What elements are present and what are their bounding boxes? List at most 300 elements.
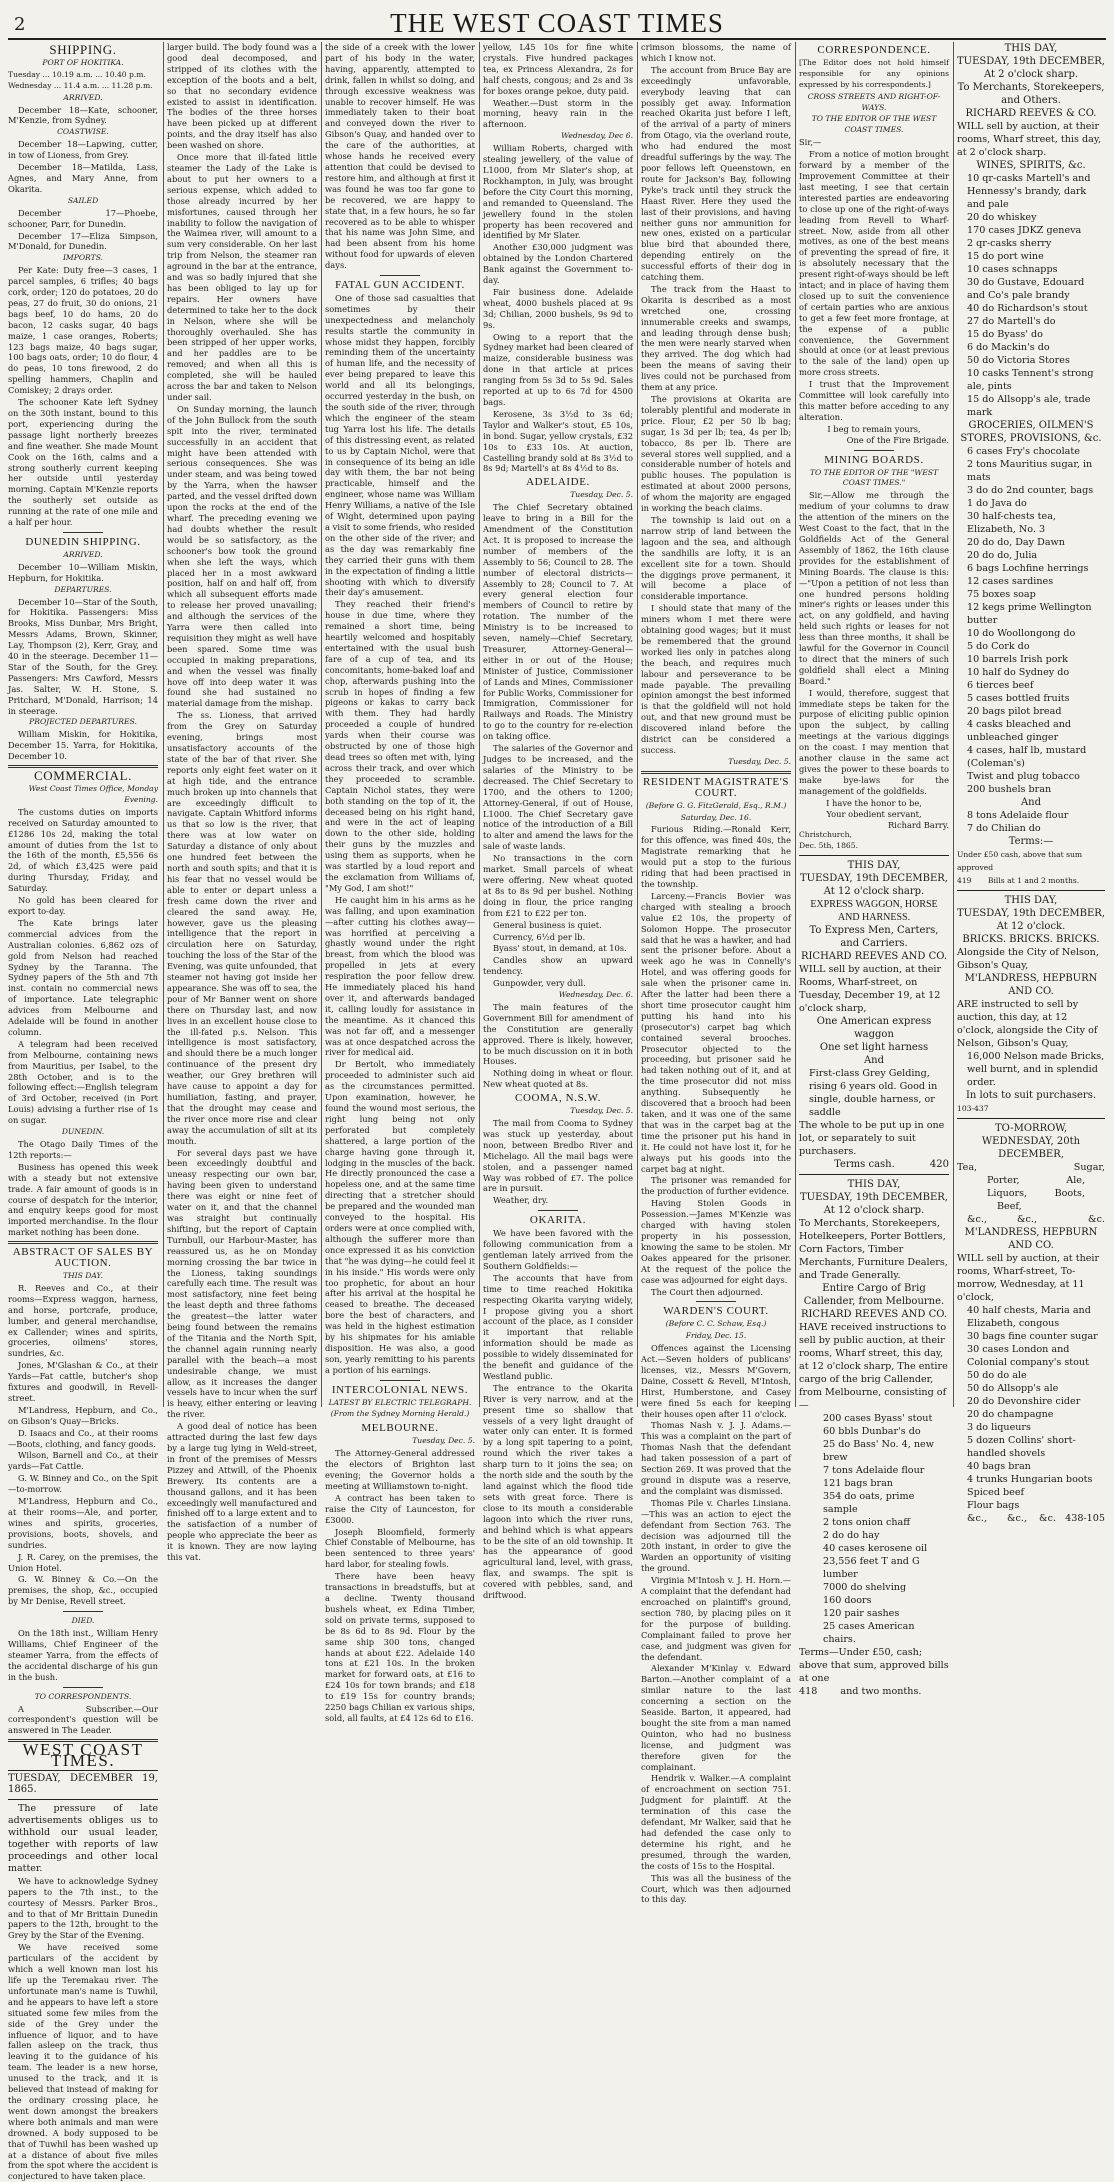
- article-paragraph: Owing to a report that the Sydney market had been cleared of maize, considerable business was done in that article at prices ranging from 5s 3d to 5s 9d. Sales reported at up to 6s 7d for 4500 bags.: [483, 331, 633, 407]
- court-date: Saturday, Dec. 16.: [680, 812, 752, 822]
- letter-address: TO THE EDITOR OF THE "WEST COAST TIMES.": [809, 467, 939, 488]
- commercial-paragraph: The Kate brings later commercial advices from the Australian colonies. 6,862 ozs of gold from Nelson had reached Sydney by the Taranna. The Sydney papers of the 5th and 7th inst. contain no commercial news of importance. Late telegraphic advices from Melbourne and Adelaide will be found in another column.: [8, 917, 158, 1037]
- ad-body: WILL sell by auction, at their rooms, Wharf street, this day, at 2 o'clock sharp.: [957, 121, 1102, 158]
- rule: [957, 890, 1105, 891]
- ad-item: 3 do liqueurs: [967, 1422, 1031, 1433]
- letter-date: Dec. 5th, 1865.: [799, 841, 859, 851]
- schooner-paragraph: The schooner Kate left Sydney on the 30th instant, bound to this port, experiencing during the passage light northerly breezes and fine weather. She made Mount Cook on the 16th, calms and a strong southerly current keeping her outside until yesterday morning. Captain M'Kenzie reports the southerly set outside as running at the rate of one mile and a half per hour.: [8, 397, 158, 528]
- court-paragraph: Having Stolen Goods in Possession.—James M'Kenzie was charged with having stolen property in his possession, knowing the same to be stolen. Mr Oakes appeared for the prisoner. At the request of the police the case was adjourned for eight days.: [641, 1198, 791, 1285]
- ad-item: 30 do Gustave, Edouard and Co's pale brandy: [967, 277, 1085, 301]
- ad-firm: RICHARD REEVES AND CO.: [800, 1309, 948, 1321]
- ad-item: 6 bags Lochfine herrings: [967, 563, 1089, 574]
- commercial-heading: COMMERCIAL.: [34, 768, 132, 784]
- ad-item: 12 cases sardines: [967, 576, 1054, 587]
- ad-day: THIS DAY,: [1004, 895, 1058, 906]
- article-paragraph: The entrance to the Okarita River is very narrow, and at the present time so shallow that vessels of a very light draught of water only can enter. It is formed by a long spit tapering to a point, round which the river takes a sharp turn to it joins the sea; on the north side and the south by the land against which the flood tide sets with great force. There is close to its mouth a considerable lagoon into which the river runs, and behind which is what appears to be the site of an old township. It has the appearance of good agricultural land, level, with grass, flax, and swamps. The spit is covered with pebbles, sand, and driftwood.: [483, 1382, 633, 1601]
- ad-time: At 12 o'clock sharp.: [823, 1205, 925, 1217]
- court-paragraph: Alexander M'Kinlay v. Edward Barton.—Another complaint of a similar nature to the last concerning a section on the Seaside. Barton, it appeared, had bought the site from a man named Quinton, who had no business license, and judgment was therefore given for the complainant.: [641, 1663, 791, 1772]
- ad-item: 6 do Mackin's do: [967, 342, 1050, 353]
- rule: [8, 1799, 158, 1800]
- ad-item: 2 tons Mauritius sugar, in mats: [967, 459, 1093, 483]
- columns: [8, 42, 1108, 2182]
- ad-goods-row: [957, 1213, 1105, 1226]
- ad-goods: &c.,: [1007, 1513, 1028, 1524]
- ad-lots: In lots to suit purchasers.: [965, 1090, 1097, 1101]
- ad-item: 200 bushels bran: [967, 784, 1052, 795]
- ad-goods: &c.,: [967, 1513, 988, 1524]
- ad-item: 50 do Allsopp's ale: [967, 1383, 1059, 1394]
- ad-item: 27 do Martell's do: [967, 316, 1056, 327]
- ad-terms: Under £50 cash, above that sum approved: [957, 850, 1083, 872]
- commercial-paragraph: The Otago Daily Times of the 12th reports:—: [8, 1139, 158, 1160]
- masthead-rule: [8, 38, 1106, 40]
- ad-terms-row: [957, 874, 1105, 887]
- ad-item: 40 half chests, Maria and Elizabeth, congous: [967, 1305, 1091, 1329]
- letter-signature: One of the Fire Brigade.: [846, 434, 949, 445]
- court-paragraph: Thomas Pile v. Charles Linsiana.—This was an action to eject the defendant from Section 763. The decision was adjourned till the 20th instant, in order to give the Warden an opportunity of visiting the ground.: [641, 1497, 791, 1574]
- column-6: [799, 42, 949, 1698]
- tide-row: Wednesday ... 11.4 a.m. ... 11.28 p.m.: [8, 80, 153, 90]
- ad-item: 30 cases London and Colonial company's stout: [967, 1344, 1089, 1368]
- ad-goods-row: [957, 1161, 1105, 1174]
- ad-item: 170 cases JDKZ geneva: [967, 225, 1082, 236]
- article-paragraph: Weather.—Dust storm in the morning, heavy rain in the afternoon.: [483, 97, 633, 130]
- ad-item: 15 do Allsopp's ale, trade mark: [967, 394, 1091, 418]
- court-paragraph: Furious Riding.—Ronald Kerr, for this offence, was fined 40s, the Magistrate remarking that he would put a stop to the furious riding that had been practised in the township.: [641, 824, 791, 889]
- rule: [799, 1174, 949, 1175]
- letter-signature: Richard Barry.: [888, 819, 949, 830]
- ad-terms-text: Terms cash.: [834, 1159, 895, 1171]
- commercial-dateline: West Coast Times Office, Monday Evening.: [28, 784, 158, 804]
- article-paragraph: The Chief Secretary obtained leave to bring in a Bill for the Amendment of the Constitution Act. It is proposed to increase the number of members of the Assembly to 56; Council to 28. The number of electoral districts—Assembly to 28; Council to 7. At every general election four members of Council to retire by rotation. The number of the Ministry is to be increased to seven, namely—Chief Secretary, Treasurer, Attorney-General—either in or out of the House; Minister of Justice, Commissioner of Lands and Mines, Commissioner for Public Works, Commissioner for Immigration, Commissioner for Railways and Roads. The Ministry to go to the country for re-election on taking office.: [483, 502, 633, 742]
- ad-item: 20 do whiskey: [967, 212, 1037, 223]
- divider: [63, 1687, 103, 1688]
- ad-goods: &c.,: [967, 1214, 988, 1225]
- letter-place: Christchurch,: [799, 830, 852, 840]
- article-paragraph: On Sunday morning, the launch of the John Bullock from the south spit into the river, terminated successfully in an accident that might have been attended with serious consequences. She was under steam, and was being towed by the Yarra, when the hawser parted, and the vessel drifted down upon the rocks at the end of the wharf. The preceding evening we had doubts whether the result would be so satisfactory, as the schooner's bow took the ground when she left the ways, which placed her in a most awkward position, half on and half off, from which all subsequent efforts made to release her proved unavailing; and although the services of the Yarra were then called into requisition they might as well have been spared. Some time was occupied in making preparations, and when the vessel was finally hove off into deep water it was found she had sustained no material damage from the mishap.: [167, 403, 317, 709]
- article-paragraph: No transactions in the corn market. Small parcels of wheat were offering. New wheat quoted at 8s to 8s 9d per bushel. Nothing doing in flour, the price ranging from £21 to £22 per ton.: [483, 853, 633, 918]
- article-paragraph: Once more that ill-fated little steamer the Lady of the Lake is about to put her owners to a serious expense, which added to those already incurred by her misfortunes, caused through her inability to follow the navigation of the Waimea river, will amount to a sum very considerable. On her last trip from Nelson, the steamer ran aground in the bar at the entrance, and was so badly injured that she has been obliged to lay up for repairs. Her owners have determined to take her to the dock in Nelson, where she will be thoroughly overhauled. She has been stripped of her upper works, and her paddles are to be removed; and when all this is completed, she will be hauled across the bar and taken to Nelson under sail.: [167, 152, 317, 402]
- ad-item: 5 cases bottled fruits: [967, 693, 1070, 704]
- arrived-heading: ARRIVED.: [63, 92, 103, 102]
- cooma-heading: COOMA, N.S.W.: [515, 1092, 601, 1105]
- commercial-paragraph: Business has opened this week with a steady but not extensive trade. A fair amount of goods is in course of despatch for the interior, and enquiry keeps good for most imported merchandise. In the flour market nothing has been done.: [8, 1161, 158, 1238]
- ad-time: At 2 o'clock sharp.: [983, 69, 1079, 80]
- projected-heading: PROJECTED DEPARTURES.: [29, 717, 137, 727]
- ad-firm: RICHARD REEVES AND CO.: [800, 951, 948, 963]
- court-paragraph: Larceny.—Francis Bovier was charged with stealing a brooch value £2 10s, the property of Solomon Hoppe. The prosecutor said that he was a hawker, and had sent the prisoner before. About a week ago he was in Connelly's Hotel, and was offering goods for sale when the prisoner came in. After the latter had been there a short time prosecutor caught him putting his hand into his (prosecutor's) carpet bag which contained several brooches. Prosecutor objected to the proceeding, but prisoner said he had taken nothing out of it, and at the time prosecutor did not miss anything. Subsequently he discovered that a brooch had been taken, and it was one of the same that was in the carpet bag at the time the prisoner put his hand in it. He could not have lost it, for he always put his goods into the carpet bag at night.: [641, 890, 791, 1174]
- arrived-heading: ARRIVED.: [63, 549, 103, 559]
- court-date: Friday, Dec. 15.: [685, 1331, 747, 1341]
- ad-section-heading: WINES, SPIRITS, &c.: [976, 160, 1086, 171]
- article-paragraph: The township is laid out on a narrow strip of land between the lagoon and the sea, and although the sandhills are lofty, it is an excellent site for a town. Should the diggings prove permanent, it will become a place of considerable importance.: [641, 514, 791, 602]
- article-paragraph: Weather, dry.: [493, 1195, 549, 1206]
- page-number: 2: [14, 14, 26, 35]
- telegraph-subheading: LATEST BY ELECTRIC TELEGRAPH.: [328, 1397, 472, 1407]
- article-paragraph: Fair business done. Adelaide wheat, 4000 bushels placed at 9s 3d; Chilian, 2000 bushels, 9s 9d to 9s.: [483, 286, 633, 330]
- letter-paragraph: I trust that the Improvement Committee will look carefully into this matter before acceding to any alteration.: [799, 379, 949, 422]
- court-paragraph: Thomas Nash v. J. J. Adams.—This was a complaint on the part of Thomas Nash that the defendant had taken possession of a part of Section 269. It was proved that the ground in dispute was a reserve, and the complaint was dismissed.: [641, 1420, 791, 1496]
- letter-signoff: I beg to remain yours,: [827, 423, 921, 434]
- ad-item: Flour bags: [967, 1500, 1020, 1511]
- salutation: Sir,—: [799, 137, 822, 148]
- ad-item: 30 bags fine counter sugar: [967, 1331, 1098, 1342]
- letter-address: TO THE EDITOR OF THE WEST COAST TIMES.: [811, 114, 937, 135]
- article-paragraph: Nothing doing in wheat or flour. New wheat quoted at 8s.: [483, 1068, 633, 1090]
- article-paragraph: The main features of the Government Bill for amendment of the Constitution are generally approved. There is likely, however, to be much discussion on it in both Houses.: [483, 1001, 633, 1067]
- ad-date: TUESDAY, 19th DECEMBER,: [957, 908, 1105, 919]
- divider: [380, 1380, 420, 1381]
- melbourne-heading: MELBOURNE.: [361, 1422, 439, 1435]
- letter-signoff: I have the honor to be,: [826, 797, 922, 808]
- ad-firm: RICHARD REEVES & CO.: [965, 108, 1097, 119]
- commercial-paragraph: The customs duties on imports received on Saturday amounted to £1286 10s 2d, making the total amount of duties from the 1st to the 16th of the month, £5,556 6s 2d, of which £3,425 were paid during Thursday, Friday, and Saturday.: [8, 806, 158, 894]
- article-paragraph: Currency, 6½d per lb.: [493, 931, 586, 942]
- article-paragraph: Byass' stout, in demand, at 10s.: [493, 943, 627, 954]
- ad-goods: Liquors,: [987, 1188, 1028, 1199]
- letter-paragraph: From a notice of motion brought forward by a member of the Improvement Committee at their last meeting, I see that certain interested parties are endeavoring to close up one of the right-of-ways leading from Revell to Wharf-street. Now, aside from all other motives, as one of the best means of preventing the spread of fire, it is absolutely necessary that the present right-of-ways should be left intact; and in place of having them closed up to suit the convenience of certain parties who are anxious to get a few feet more frontage, at the expense of a public convenience, the Government should at once (or at least previous to the sale of the land) open up more cross streets.: [799, 149, 949, 378]
- ad-goods: Boots,: [1054, 1188, 1085, 1199]
- ad-goods: Ale,: [1066, 1175, 1085, 1186]
- ad-goods: Tea,: [957, 1162, 978, 1173]
- ad-item: 121 bags bran: [823, 1478, 893, 1490]
- ad-number: 418: [799, 1686, 818, 1698]
- ad-item: 25 do Bass' No. 4, new brew: [823, 1439, 934, 1464]
- article-paragraph: crimson blossoms, the name of which I know not.: [641, 42, 791, 63]
- article-paragraph: Another £30,000 judgment was obtained by the London Chartered Bank against the Government to-day.: [483, 242, 633, 286]
- ad-item: And: [863, 1055, 885, 1067]
- article-paragraph: There have been heavy transactions in breadstuffs, but at a decline. Twenty thousand bushels wheat, ex Edina Timber, sold on private terms, supposed to be 8s 6d to 8s 9d. Flour by the same ship 300 tons, changed hands at about £22. Adelaide 140 tons at £21 10s. In the broken market for forward oats, at £16 to £24 10s for town brands; and £18 to £19 15s for country brands; 2250 bags Chilian ex various ships, sold, all faults, at £4 12s 6d to £16.: [325, 1571, 475, 1723]
- double-rule: [8, 1241, 158, 1244]
- ad-day: TO-MORROW,: [994, 1123, 1068, 1134]
- ad-item: 10 qr-casks Martell's and Hennessy's brandy, dark and pale: [967, 173, 1091, 210]
- leader-heading: WEST COAST TIMES.: [22, 1740, 144, 1771]
- ad-item: 5 do Cork do: [967, 641, 1030, 652]
- ad-item: 160 doors: [823, 1595, 872, 1607]
- dateline: Tuesday, Dec. 5.: [570, 1106, 633, 1116]
- ad-item: 20 do champagne: [967, 1409, 1054, 1420]
- ad-item: 10 cases schnapps: [967, 264, 1058, 275]
- masthead-title: THE WEST COAST TIMES: [390, 8, 724, 38]
- ad-item: One American express waggon: [816, 1016, 932, 1041]
- ad-item: 40 do Richardson's stout: [967, 303, 1088, 314]
- court-paragraph: Offences against the Licensing Act.—Seven holders of publicans' licenses, viz., Messrs M'Govern, Daine, Cossett & Revell, M'Intosh, Hirst, Humberstone, and Casey were fined 5s each for keeping their houses open after 11 o'clock.: [641, 1343, 791, 1419]
- ad-title: Entire Cargo of Brig Callender, from Melbourne.: [803, 1283, 945, 1308]
- article-paragraph: We have been favored with the following communication from a gentleman lately arrived from the Southern Goldfields:—: [483, 1228, 633, 1271]
- coastwise-text: December 18—Lapwing, cutter, in tow of Lioness, from Grey.: [8, 139, 158, 161]
- ad-item: 23,556 feet T and G lumber: [823, 1556, 920, 1581]
- article-paragraph: Candles show an upward tendency.: [483, 955, 633, 977]
- ad-item: 10 barrels Irish pork: [967, 654, 1068, 665]
- dunedin-shipping-heading: DUNEDIN SHIPPING.: [25, 535, 141, 548]
- ad-item: 60 bbls Dunbar's do: [823, 1426, 921, 1438]
- ad-item: 7 tons Adelaide flour: [823, 1465, 925, 1477]
- ad-item: 75 boxes soap: [967, 589, 1036, 600]
- article-paragraph: Kerosene, 3s 3½d to 3s 6d; Taylor and Walker's stout, £5 10s, in bond. Sugar, yellow crystals, £32 10s to £33 10s. At auction, Castelling brandy sold at 8s 3½d to 8s 9d; Martell's at 8s 4½d to 8s.: [483, 408, 633, 474]
- ad-item: 20 do Devonshire cider: [967, 1396, 1081, 1407]
- commercial-paragraph: A telegram had been received from Melbourne, containing news from Mauritius, per Isabel, to the 28th October, and is to the following effect:—English telegram of 3rd October, received (in Port Louis) advising a further rise of 1s on sugar.: [8, 1038, 158, 1126]
- commercial-paragraph: No gold has been cleared for export to-day.: [8, 895, 158, 916]
- column-1: [8, 42, 158, 2182]
- ad-day: THIS DAY,: [1004, 43, 1058, 54]
- letter-signoff: Your obedient servant,: [826, 808, 922, 819]
- dateline: Wednesday, Dec. 6.: [558, 990, 633, 1000]
- ad-item: 20 bags pilot bread: [967, 706, 1062, 717]
- ad-item: 3 do do 2nd counter, bags: [967, 485, 1094, 496]
- article-paragraph: One of those sad casualties that sometimes by their unexpectedness and melancholy results startle the community in whose midst they happen, forcibly reminding them of the uncertainty of human life, and the necessity of ever being prepared to leave this world and all its belongings, occurred yesterday in the bush, on the south side of the river, through which the engineer of the steam tug Yarra lost his life. The details of this distressing event, as related to us by Captain Nichol, were that in consequence of its being an idle day with them, the bar not being practicable, himself and the engineer, whose name was William Henry Williams, a native of the Isle of Wight, determined upon paying a visit to some friends, who resided on the other side of the river; and as the day was remarkably fine they carried their guns with them in the expectation of finding a little shooting with which to diversify their day's amusement.: [325, 292, 475, 598]
- dunedin-departures-text: December 10—Star of the South, for Hokitika. Passengers: Miss Brooks, Miss Dunbar, Mrs Bright, Messrs Adams, Brown, Skinner, Lay, Thompson (2), Kerr, Gray, and 40 in the steerage. December 11—Star of the South, for the Grey. Passengers: Mrs Cawford, Messrs Jas. Salter, W. H. Stone, S. Pritchard, M'Donald, Harrison; 14 in steerage.: [8, 596, 158, 716]
- ad-item: 6 tierces beef: [967, 680, 1034, 691]
- article-paragraph: The accounts that have from time to time reached Hokitika respecting Okarita varying widely, I propose giving you a short account of the place, as I consider it important that reliable information should be made as possible to widely disseminated for the benefit and guidance of the Westland public.: [483, 1272, 633, 1381]
- ad-number: 419: [957, 876, 972, 885]
- projected-text: William Miskin, for Hokitika, December 15. Yarra, for Hokitika, December 10.: [8, 729, 158, 762]
- article-paragraph: The account from Bruce Bay are exceedingly unfavorable, everybody leaving that can possibly get away. Information reached Okarita just before I left, of the arrival of a party of miners from Otago, via the overland route, who had endured the most dreadful sufferings by the way. The poor fellows left Queenstown, en route for Jackson's Bay, following Pyke's track until they struck the Haast River. Here they used the last of their provisions, and having neither guns nor ammunition for new ones, existed on a particular blue bird that abounded there, depending entirely on the successful efforts of their dog in catching them.: [641, 64, 791, 283]
- court-subheading: (Before C. C. Schaw, Esq.): [665, 1319, 767, 1329]
- ad-item: 12 kegs prime Wellington butter: [967, 602, 1092, 626]
- article-paragraph: General business is quiet.: [493, 919, 602, 930]
- ad-terms: Terms—Under £50, cash; above that sum, approved bills at one: [799, 1647, 949, 1685]
- ad-body: The whole to be put up in one lot, or separately to suit purchasers.: [799, 1120, 945, 1158]
- ad-item: 20 do do, Julia: [967, 550, 1038, 561]
- abstract-item: G. W. Binney & Co.—On the premises, the shop, &c., occupied by Mr Denise, Revell street.: [8, 1574, 158, 1607]
- advertisement: [799, 859, 949, 1698]
- abstract-item: R. Reeves and Co., at their rooms—Express waggon, harness, and horse, portcrafe, produce, lumber, and general merchandise, ex Callender; wines and spirits, groceries, oilmens' stores, sundries, &c.: [8, 1282, 158, 1359]
- article-paragraph: The track from the Haast to Okarita is described as a most wretched one, crossing innumerable creeks and swamps, and leading through dense bush; the men were nearly starved when they arrived. The dog which had been the means of saving their lives could not be purchased from them at any price.: [641, 283, 791, 393]
- imports-heading: IMPORTS.: [62, 253, 104, 263]
- ad-item: 2 do do hay: [823, 1530, 880, 1542]
- ad-item: 1 do Java do: [967, 498, 1027, 509]
- letter-paragraph: I would, therefore, suggest that immediate steps be taken for the purpose of eliciting public opinion upon the subject, by calling meetings at the various diggings on the coast. I may mention that another clause in the same act gives the power to these boards to make bye-laws for the management of the goldfields.: [799, 687, 949, 796]
- died-text: On the 18th inst., William Henry Williams, Chief Engineer of the steamer Yarra, from the effects of the accidental discharge of his gun in the bush.: [8, 1628, 158, 1682]
- shipping-heading: SHIPPING.: [49, 42, 117, 57]
- correspondents-heading: TO CORRESPONDENTS.: [34, 1691, 132, 1701]
- ad-item: 120 pair sashes: [823, 1608, 900, 1620]
- article-paragraph: the side of a creek with the lower part of his body in the water, having, apparently, attempted to drink, fallen in whilst so doing, and through excessive weakness was unable to recover himself. He was immediately taken to their boat and conveyed down the river to Gibson's Quay, and handed over to the care of the authorities, at whose hands he received every attention that could be devised to restore him, and although at first it was found he was too far gone to be recovered, we are happy to state that, in a few hours, he so far recovered as to be able to whisper that his name was John Sime, and had been absent from his home without food for upwards of eleven days.: [325, 42, 475, 271]
- ad-terms: Bills at 1 and 2 months.: [987, 876, 1080, 885]
- ad-terms-heading: Terms:—: [1008, 836, 1054, 847]
- ad-item: 4 trunks Hungarian boots: [967, 1474, 1093, 1485]
- column-5: [641, 42, 791, 1905]
- ad-item: 50 do do ale: [967, 1370, 1027, 1381]
- rule: [799, 855, 949, 856]
- divider: [854, 450, 894, 451]
- adelaide-heading: ADELAIDE.: [526, 476, 590, 489]
- ad-goods-row: [957, 1512, 1105, 1525]
- ad-day: THIS DAY,: [847, 860, 901, 872]
- ad-firm: M'LANDRESS, HEPBURN AND CO.: [964, 1227, 1098, 1251]
- ad-day: THIS DAY,: [847, 1179, 901, 1191]
- ad-goods-row: [957, 1174, 1105, 1187]
- ad-goods: Beef,: [997, 1201, 1022, 1212]
- letter-paragraph: Sir,—Allow me through the medium of your columns to draw the attention of the miners on the West Coast to the fact, that in the Goldfields Act of the General Assembly of 1862, the 16th clause provides for the establishment of Mining Boards. The clause is this:—"Upon a petition of not less than one hundred persons holding miner's rights or leases under this act, on any goldfield, and having held such rights or leases for not less than three months, it shall be lawful for the Governor in Council to direct that the miners of such goldfield shall elect a Mining Board.": [799, 490, 949, 686]
- ad-location: Alongside the City of Nelson, Gibson's Quay,: [957, 947, 1099, 971]
- sailed-text: December 17—Eliza Simpson, M'Donald, for Dunedin.: [8, 230, 158, 252]
- ad-item: 10 half do Sydney do: [967, 667, 1070, 678]
- ad-title: BRICKS. BRICKS. BRICKS.: [962, 934, 1100, 945]
- ad-body: HAVE received instructions to sell by public auction, at their rooms, Wharf street, this day, at 12 o'clock sharp, The entire cargo of the brig Callender, from Melbourne, consisting of—: [799, 1322, 948, 1412]
- article-paragraph: A good deal of notice has been attracted during the last few days by a large tug lying in Weld-street, in front of the premises of Messrs Pizzey and Attwill, of the Phoenix Brewery. Its contents are a thousand gallons, and it has been exceedingly well manufactured and finished off to a large extent and to the satisfaction of a number of people who appreciate the beer as it is known. They are now laying this vat.: [167, 1421, 317, 1563]
- article-paragraph: A contract has been taken to raise the City of Launceston, for £3000.: [325, 1492, 475, 1525]
- abstract-item: D. Isaacs and Co., at their rooms—Boots, clothing, and fancy goods.: [8, 1427, 158, 1449]
- ad-audience: To Express Men, Carters, and Carriers.: [809, 925, 939, 950]
- port-heading: PORT OF HOKITIKA.: [42, 57, 124, 67]
- article-paragraph: larger build. The body found was a good deal decomposed, and stripped of its clothes with the exception of the boots and a belt, so that no secondary evidence existed to assist in identification. The bodies of the three horses have been picked up at different points, and the dray itself has also been washed on shore.: [167, 42, 317, 151]
- ad-item: One set light harness: [819, 1042, 929, 1054]
- ad-item: 30 half-chests tea, Elizabeth, No. 3: [967, 511, 1056, 535]
- ad-body: WILL sell by auction, at their Rooms, Wharf-street, on Tuesday, December 19, at 12 o'clock sharp,: [799, 964, 942, 1015]
- editor-note: [The Editor does not hold himself responsible for any opinions expressed by his correspondents.]: [799, 57, 949, 89]
- divider: [63, 532, 103, 533]
- court-paragraph: Virginia M'Intosh v. J. H. Horn.—A complaint that the defendant had encroached on plaintiff's ground, section 780, by placing piles on it for the purpose of building. Complainant failed to prove her case, and judgment was given for the defendant.: [641, 1575, 791, 1662]
- ad-number: 103-437: [957, 1104, 989, 1113]
- arrived-text: December 18—Kate, schooner, M'Kenzie, from Sydney.: [8, 104, 158, 126]
- divider: [538, 1210, 578, 1211]
- ad-item: 2 tons onion chaff: [823, 1517, 911, 1529]
- article-paragraph: The ss. Lioness, that arrived from the Grey on Saturday evening, brings most unsatisfactory accounts of the state of the bar of that river. She reports only eight feet water on it at high tide, and the entrance much broken up into channels that are exceedingly difficult to navigate. Captain Whitford informs us that so low is the river, that there was at low water on Saturday a distance of only about one hundred feet between the north and south spits; and that it is his fear that no vessel would be able to enter or depart unless a fresh came down the river and cleared the sand away. He, however, gave us the pleasing intelligence that the report in circulation here on Saturday, touching the loss of the Star of the Evening, was quite unfounded, that steamer not having got inside her appearance. She was off to sea, the pour of Mr Banner went on shore there on Thursday last, and now lives in an excellent house close to the ill-fated p.s. Nelson. This intelligence is most satisfactory, and should there be a much longer continuance of the present dry weather, our Grey brethren will have cause to appoint a day for humiliation, fasting, and prayer, that the drought may cease and the river once more rise and clear away the accumulation of silt at its mouth.: [167, 710, 317, 1146]
- ad-item: 2 qr-casks sherry: [967, 238, 1052, 249]
- article-paragraph: They reached their friend's house in due time, where they remained a short time, being heartily welcomed and hospitably entertained with the usual bush fare of a cup of tea, and its concomitants, home-baked loaf and chop, afterwards pushing into the scrub in hopes of finding a few pigeons or kakas to carry back with them. They had hardly proceeded a couple of hundred yards when their course was obstructed by one of those high dead trees so often met with, lying across their track, and over which they proceeded to scramble. Captain Nichol states, they were both standing on the top of it, the deceased being on his right hand, and were in the act of leaping down to the other side, holding their guns by the muzzles and using them as supports, when he was startled by a loud report and the exclamation from Williams of, "My God, I am shot!": [325, 599, 475, 893]
- ad-audience: To Merchants, Storekeepers, and Others.: [957, 82, 1105, 106]
- dateline: Tuesday, Dec. 5.: [412, 1436, 475, 1446]
- coastwise-heading: COASTWISE.: [57, 127, 109, 137]
- ad-title: EXPRESS WAGGON, HORSE AND HARNESS.: [810, 899, 938, 924]
- abstract-item: G. W. Binney and Co., on the Spit—to-morrow.: [8, 1473, 158, 1495]
- ad-date: TUESDAY, 19th DECEMBER,: [800, 1192, 948, 1204]
- okarita-heading: OKARITA.: [529, 1214, 587, 1227]
- tide-row: Tuesday ... 10.19 a.m. ... 10.40 p.m.: [8, 69, 146, 79]
- dateline: Wednesday, Dec 6.: [561, 131, 633, 141]
- fatal-gun-heading: FATAL GUN ACCIDENT.: [335, 279, 465, 292]
- died-heading: DIED.: [71, 1616, 95, 1626]
- article-paragraph: The Attorney-General addressed the electors of Brighton last evening; the Governor holds a meeting at Williamstown to-night.: [325, 1448, 475, 1491]
- ad-goods-row: [957, 1200, 1105, 1213]
- resident-magistrate-heading: RESIDENT MAGISTRATE'S COURT.: [642, 775, 790, 799]
- article-paragraph: He caught him in his arms as he was falling, and upon examination—after cutting his clothes away—was horrified at perceiving a ghastly wound under the right breast, from which the blood was propelled in jets at every respiration the poor fellow drew. He immediately placed his hand over it, and afterwards bandaged it, calling loudly for assistance in the meantime. As it chanced this was not far off, and a messenger was at once despatched across the river for medical aid.: [325, 894, 475, 1058]
- ad-terms: and two months.: [840, 1686, 922, 1698]
- ad-goods: &c.,: [1017, 1214, 1038, 1225]
- leader-date: TUESDAY, DECEMBER 19, 1865.: [8, 1773, 158, 1795]
- column-3: [325, 42, 475, 1723]
- coastwise-text: December 18—Matilda, Lass, Agnes, and Mary Anne, from Okarita.: [8, 162, 158, 194]
- article-paragraph: William Roberts, charged with stealing jewellery, of the value of L1000, from Mr Slater's shop, at Rockhampton, in July, was brought before the City Court this morning, and remanded to Queensland. The jewellery found in the stolen property has been recovered and identified by Mr Slater.: [483, 143, 633, 241]
- court-paragraph: Hendrik v. Walker.—A complaint of encroachment on section 751. Judgment for plaintiff. At the termination of this case the defendant, Mr Walker, said that he had defended the case only to determine his right, and he presumed, through the warden, the costs of 15s to the Hospital.: [641, 1773, 791, 1871]
- ad-audience: To Merchants, Storekeepers, Hotelkeepers, Porter Bottlers, Corn Factors, Timber Merchants, Furniture Dealers, and Trade Generally.: [799, 1218, 948, 1282]
- abstract-item: Jones, M'Glashan & Co., at their Yards—Fat cattle, butcher's shop fixtures and goodwill, in Revell-street.: [8, 1360, 158, 1403]
- departures-heading: DEPARTURES.: [54, 584, 112, 594]
- ad-terms: [799, 1158, 949, 1171]
- ad-goods: Porter,: [987, 1175, 1020, 1186]
- divider: [380, 275, 420, 276]
- article-paragraph: The salaries of the Governor and Judges to be increased, and the salaries of the Ministry to be decreased. The Chief Secretary to 1700, and the others to 1200; Attorney-General, if out of House, L1000. The Chief Secretary gave notice of the introduction of a Bill to alter and amend the laws for the sale of waste lands.: [483, 743, 633, 852]
- ad-item: 354 do oats, prime sample: [823, 1491, 915, 1516]
- ad-section-heading: GROCERIES, OILMEN'S STORES, PROVISIONS, &c.: [960, 420, 1102, 444]
- ad-item: 50 do Victoria Stores: [967, 355, 1070, 366]
- double-rule: [641, 771, 791, 774]
- source-line: (From the Sydney Morning Herald.): [330, 1409, 470, 1419]
- ad-item: 4 casks bleached and unbleached ginger: [967, 719, 1072, 743]
- letter-heading: CROSS STREETS AND RIGHT-OF-WAYS.: [807, 91, 941, 112]
- article-paragraph: yellow, L45 10s for fine white crystals. Five hundred packages tea, ex Princess Alexandra, 2s for half chests, congous; and 2s and 3s for boxes orange pekoe, duty paid.: [483, 42, 633, 96]
- column-4: [483, 42, 633, 1601]
- article-paragraph: For several days past we have been exceedingly doubtful and uneasy respecting our own bar, having been given to understand there was eight or nine feet of water on it, and that the channel was straight but continually shifting, but the report of Captain Turnbull, our Harbour-Master, has reassured us, as he on Monday morning crossing the bar twice in the Lioness, taking soundings carefully each time. The result was most satisfactory, nine feet being the least depth and three fathoms the greatest—the latter water being found between the remains of the Titania and the North Spit, the channel again running nearly parallel with the beach—a most undesirable change, we must allow, as it increases the danger vessels have to incur when the surf is heavy, either entering or leaving the river.: [167, 1147, 317, 1420]
- sailed-text: December 17—Phoebe, schooner, Parr, for Dunedin.: [8, 207, 158, 229]
- ad-item: First-class Grey Gelding, rising 6 years old. Good in single, double harness, or saddle: [809, 1068, 938, 1119]
- court-subheading: (Before G. G. FitzGerald, Esq., R.M.): [645, 800, 787, 810]
- ad-goods: &c.: [1088, 1214, 1105, 1225]
- imports-text: Per Kate: Duty free—3 cases, 1 parcel samples, 6 trifles; 40 bags cork, order; 120 do potatoes, 20 do peas, 27 do fruit, 30 do onions, 21 bags beef, 10 do hams, 20 do bacon, 12 casks sugar, 40 bags maize, 1 case oranges, Roberts; 123 bags maize, 40 bags sugar, 100 bags oats, order; 10 do flour, 4 do peas, 10 tons firewood, 2 do spelling hammers, Chaplin and Comiskey; 2 drays order.: [8, 265, 158, 396]
- article-paragraph: Gunpowder, very dull.: [493, 978, 586, 989]
- ad-item: 15 do Byass' do: [967, 329, 1043, 340]
- abstract-item: M'Landress, Hepburn, and Co., on Gibson's Quay—Bricks.: [8, 1404, 158, 1426]
- article-paragraph: The provisions at Okarita are tolerably plentiful and moderate in price. Flour, £2 per 50 lb bag; sugar, 1s 3d per lb; tea, 4s per lb; tobacco, 8s per lb. There are several stores well supplied, and a considerable number of hotels and public houses. The population is estimated at about 2000 persons, of whom the majority are engaged in working the beach claims.: [641, 394, 791, 514]
- ad-item: Spiced beef: [967, 1487, 1025, 1498]
- abstract-item: Wilson, Barnell and Co., at their yards—Fat Cattle.: [8, 1450, 158, 1472]
- ad-item: 10 do Woollongong do: [967, 628, 1076, 639]
- commercial-dunedin-heading: DUNEDIN.: [61, 1127, 105, 1137]
- article-paragraph: Dr Bertolt, who immediately proceeded to administer such aid as the circumstances permitted. Upon examination, however, he found the wound most serious, the right lung being not only perforated but completely shattered, a large portion of the charge having gone through it, lodging in the muscles of the back. He directly pronounced the case a hopeless one, and at the same time directing that a stretcher should be prepared and the wounded man conveyed to the hospital. His orders were at once complied with, although the sufferer more than once expressed it as his conviction that "he was dying—he could feel it in his inside." His words were only too prophetic, for about an hour after his arrival at the hospital he ceased to breathe. The deceased bore the best of characters, and was held in the highest estimation by his shipmates for his amiable disposition. He was also, a good son, yearly remitting to his parents a portion of his earnings.: [325, 1059, 475, 1375]
- ad-date: TUESDAY, 19th DECEMBER,: [957, 56, 1105, 67]
- dateline: Tuesday, Dec. 5.: [570, 490, 633, 500]
- correspondents-text: A Subscriber.—Our correspondent's question will be answered in The Leader.: [8, 1703, 158, 1736]
- rule: [8, 1770, 158, 1771]
- court-paragraph: This was all the business of the Court, which was then adjourned to this day.: [641, 1872, 791, 1905]
- ad-number: 438-105: [1065, 1513, 1105, 1524]
- ad-item: 6 cases Fry's chocolate: [967, 446, 1080, 457]
- ad-goods: &c.: [1039, 1513, 1056, 1524]
- leader-paragraph: We have received some particulars of the accident by which a well known man lost his life up the Teremakau river. The unfortunate man's name is Tuwhil, and he appears to have left a store situated some few miles from the side of the Grey under the influence of liquor, and to have fallen asleep on the track, thus leaving it to the guidance of his team. The leader is a new horse, unused to the track, and it is believed that instead of making for the ordinary crossing place, he went down amongst the breakers where both animals and man were drowned. A body supposed to be that of Tuwhil has been washed up at a distance of about five miles from the spot where the accident is conjectured to have taken place.: [8, 1942, 158, 2182]
- correspondence-heading: CORRESPONDENCE.: [817, 44, 931, 56]
- ad-terms-row: [799, 1685, 949, 1698]
- ad-item: 40 bags bran: [967, 1461, 1031, 1472]
- ad-item: 16,000 Nelson made Bricks, well burnt, and in splendid order.: [967, 1051, 1105, 1088]
- ad-item: 10 casks Tennent's strong ale, pints: [967, 368, 1094, 392]
- abstract-heading: ABSTRACT OF SALES BY AUCTION.: [12, 1246, 154, 1270]
- ad-date: TUESDAY, 19th DECEMBER,: [800, 873, 948, 885]
- ad-goods-row: [957, 1187, 1105, 1200]
- ad-firm: M'LANDRESS, HEPBURN AND CO.: [964, 973, 1098, 997]
- abstract-item: M'Landress, Hepburn and Co., at their rooms—Ale, and porter, wines and spirits, groceries, provisions, boots, shovels, and sundries.: [8, 1496, 158, 1550]
- ad-time: At 12 o'clock sharp.: [823, 886, 925, 898]
- ad-body: WILL sell by auction, at their rooms, Wharf-street, To-morrow, Wednesday, at 11 o'clock,: [957, 1253, 1100, 1303]
- ad-item: 4 cases, half lb, mustard (Coleman's): [967, 745, 1087, 769]
- dateline: Tuesday, Dec. 5.: [728, 756, 791, 766]
- leader-paragraph: The pressure of late advertisements obliges us to withhold our usual leader, together with reports of law proceedings and other local matter.: [8, 1802, 158, 1874]
- leader-paragraph: We have to acknowledge Sydney papers to the 7th inst., to the courtesy of Messrs. Parker Bros., and to that of Mr Brittain Dunedin papers to the 12th, brought to the Grey by the Star of the Evening.: [8, 1875, 158, 1941]
- ad-item: 5 dozen Collins' short-handled shovels: [967, 1435, 1076, 1459]
- ad-goods: Sugar,: [1073, 1162, 1105, 1173]
- ad-body: ARE instructed to sell by auction, this day, at 12 o'clock, alongside the City of Nelson, Gibson's Quay,: [957, 999, 1098, 1049]
- column-2: [167, 42, 317, 1563]
- abstract-item: J. R. Carey, on the premises, the Union Hotel.: [8, 1551, 158, 1573]
- ad-item: 20 do do, Day Dawn: [967, 537, 1065, 548]
- ad-item: 8 tons Adelaide flour: [967, 810, 1069, 821]
- ad-item: 7000 do shelving: [823, 1582, 907, 1594]
- article-paragraph: I should state that many of the miners whom I met there were obtaining good wages; but it must be remembered that the ground worked lies only in patches along the beach, and requires much labour and perseverance to be made payable. The prevailing opinion amongst the best informed is that the goldfield will not hold out, and that new ground must be discovered inland before the district can be considered a success.: [641, 603, 791, 755]
- wardens-court-heading: WARDEN'S COURT.: [663, 1305, 769, 1318]
- ad-item: And: [1020, 797, 1042, 808]
- mining-boards-heading: MINING BOARDS.: [824, 453, 924, 466]
- dunedin-arrived-text: December 10—William Miskin, Hepburn, for Hokitika.: [8, 561, 158, 583]
- ad-number: 420: [929, 1159, 949, 1171]
- ad-item: Twist and plug tobacco: [967, 771, 1080, 782]
- ad-item: 25 cases American chairs.: [823, 1621, 915, 1646]
- divider: [63, 1611, 103, 1612]
- ad-item: 15 do port wine: [967, 251, 1044, 262]
- column-7: [957, 42, 1105, 1524]
- article-paragraph: Joseph Bloomfield, formerly Chief Constable of Melbourne, has been sentenced to three years' hard labor, for stealing fowls.: [325, 1526, 475, 1570]
- ad-date: WEDNESDAY, 20th DECEMBER,: [981, 1136, 1081, 1160]
- rule: [957, 1118, 1105, 1119]
